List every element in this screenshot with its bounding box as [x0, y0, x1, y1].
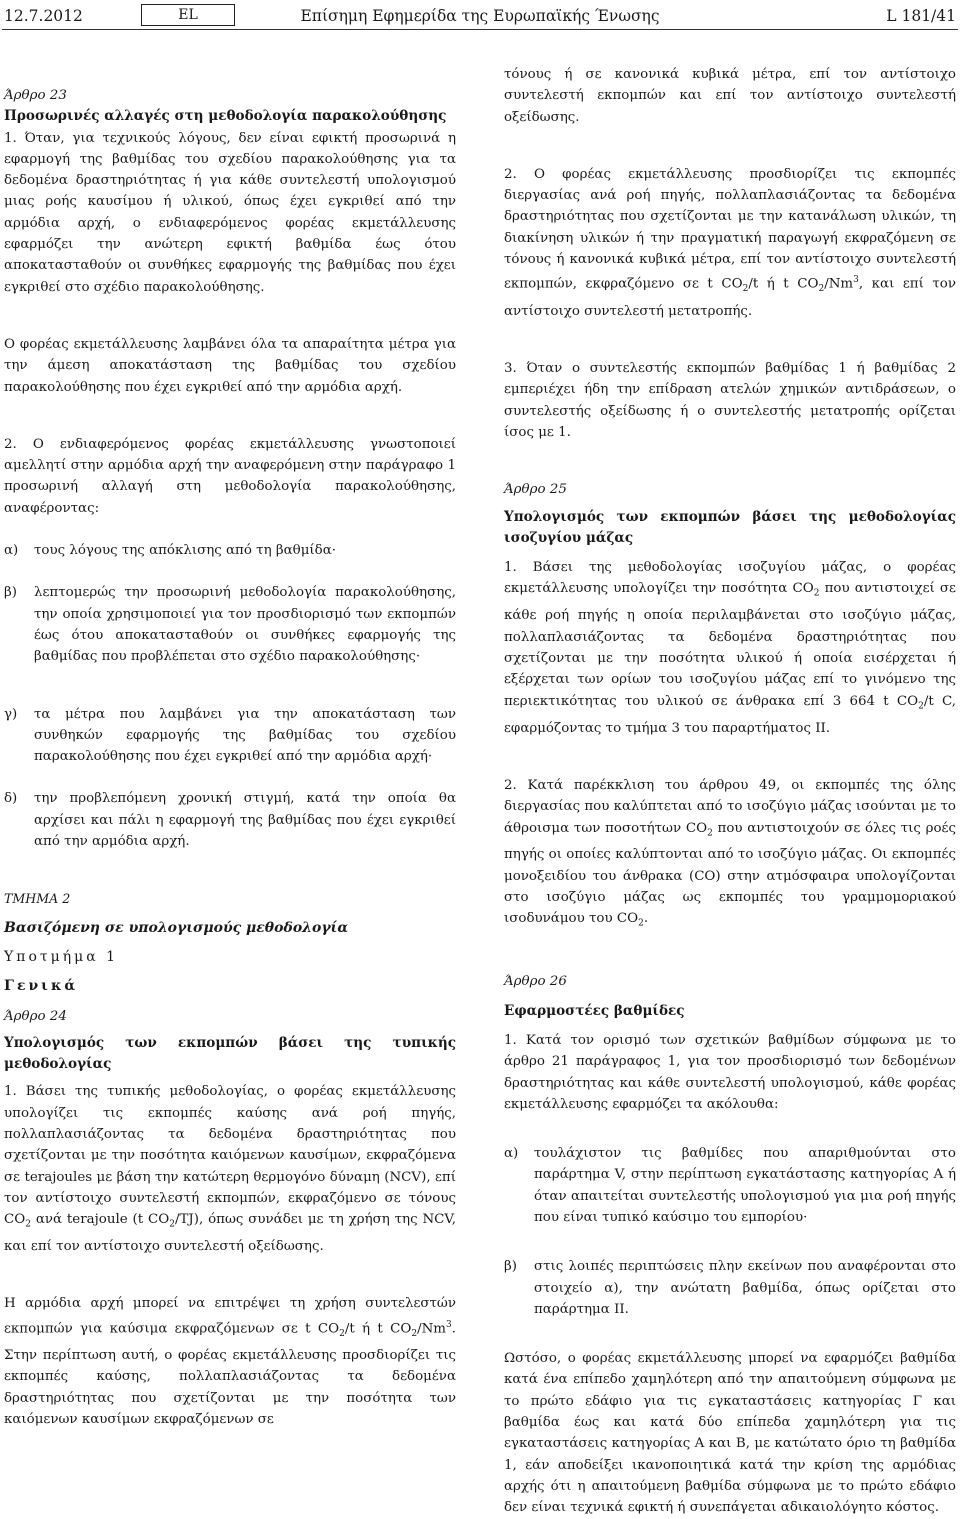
article-23-paragraph-1b: Ο φορέας εκμετάλλευσης λαμβάνει όλα τα απαραίτητα μέτρα για την άμεση αποκατάσταση της βαθμίδας του σχεδίου παρακολούθησης που έχει εγκριθεί από την αρμόδια αρχή.	[4, 336, 456, 395]
article-23-paragraph-1: 1. Όταν, για τεχνικούς λόγους, δεν είναι εφικτή προσωρινά η εφαρμογή της βαθμίδας του σχεδίου παρακολούθησης για τα δεδομένα δραστηριότητας ή για κάθε συντελεστή υπολογισμού μιας ροής καυσίμου ή υλικού, όπως έχει εγκριθεί από την αρμόδια αρχή, ο ενδιαφερόμενος φορέας εκμετάλλευσης εφαρμόζει την ανώτερη εφικτή βαθμίδα έως ότου αποκατασταθούν οι συνθήκες εφαρμογής της βαθμίδας που έχει εγκριθεί στο σχέδιο παρακολούθησης.	[4, 130, 456, 295]
article-26-title: Εφαρμοστέες βαθμίδες	[504, 1002, 685, 1019]
article-24-paragraph-1b: Η αρμόδια αρχή μπορεί να επιτρέψει τη χρήση συντελεστών εκπομπών για καύσιμα εκφραζόμενων σε t $CO_2/t$ ή t $CO_2/Nm^3$. Στην περίπτωση αυτή, ο φορέας εκμετάλλευσης προσδιορίζει τις εκπομπές καύσης, πολλαπλασιάζοντας τα δεδομένα δραστηριότητας που σχετίζονται με την ποσότητα των καιόμενων καυσίμων εκφραζόμενων σε	[4, 1296, 456, 1428]
article-25-paragraph-1: 1. Βάσει της μεθοδολογίας ισοζυγίου μάζας, ο φορέας εκμετάλλευσης υπολογίζει την ποσότητα $CO_2$ που αντιστοιχεί σε κάθε ροή πηγής η οποία περιλαμβάνεται στο ισοζύγιο μάζας, πολλαπλασιάζοντας τα δεδομένα δραστηριότητας που σχετίζονται με την ποσότητα υλικού ή οποία εισέρχεται ή εξέρχεται των ορίων του ισοζυγίου μάζας επί το γινόμενο της περιεκτικότητας του υλικού σε άνθρακα επί 3 664 t $CO_2/t$ C, εφαρμόζοντας το τμήμα 3 του παραρτήματος II.	[504, 560, 956, 736]
article-25-number: Άρθρο 25	[504, 482, 567, 498]
right-column	[504, 64, 956, 1519]
journal-title: Επίσημη Εφημερίδα της Ευρωπαϊκής Ένωσης	[300, 7, 660, 25]
left-column	[4, 64, 456, 1430]
article-24-number: Άρθρο 24	[4, 1008, 67, 1024]
article-24-paragraph-1: 1. Βάσει της τυπικής μεθοδολογίας, ο φορέας εκμετάλλευσης υπολογίζει τις εκπομπές καύσης ανά ροή πηγής, πολλαπλασιάζοντας τα δεδομένα δραστηριότητας που σχετίζονται με την ποσότητα καιόμενων καυσίμων, εκφραζόμενα σε terajoules με βάση την κατώτερη θερμογόνο δύναμη (NCV), επί τον αντίστοιχο συντελεστή εκπομπών, εκφραζόμενο σε τόνους $CO_2$ ανά terajoule (t $CO_2/TJ$), όπως συνάδει με τη χρήση της NCV, και επί τον αντίστοιχο συντελεστή οξείδωσης.	[4, 1084, 456, 1255]
section-number: ΤΜΗΜΑ 2	[4, 891, 71, 907]
language-badge: EL	[141, 4, 235, 26]
list-item: δ) την προβλεπόμενη χρονική στιγμή, κατά την οποία θα αρχίσει και πάλι η εφαρμογή της βαθμίδας που έχει εγκριθεί από την αρμόδια αρχή.	[4, 791, 456, 850]
article-23-paragraph-2: 2. Ο ενδιαφερόμενος φορέας εκμετάλλευσης γνωστοποιεί αμελλητί στην αρμόδια αρχή την αναφερόμενη στην παράγραφο 1 προσωρινή αλλαγή στη μεθοδολογία παρακολούθησης, αναφέροντας:	[4, 436, 456, 516]
article-26-number: Άρθρο 26	[504, 974, 567, 990]
article-24-title: Υπολογισμός των εκπομπών βάσει της τυπικής μεθοδολογίας	[4, 1034, 456, 1073]
article-25-paragraph-2: 2. Κατά παρέκκλιση του άρθρου 49, οι εκπομπές της όλης διεργασίας που καλύπτεται από το ισοζύγιο μάζας ισούνται με το άθροισμα των ποσοτήτων $CO_2$ που αντιστοιχούν σε όλες τις ροές πηγής οι οποίες καλύπτονται από το ισοζύγιο μάζας. Οι εκπομπές μονοξειδίου του άνθρακα (CO) στην ατμόσφαιρα υπολογίζονται στο ισοζύγιο μάζας ως εκπομπές του γραμμομοριακού ισοδυνάμου του $CO_2$.	[504, 777, 956, 930]
list-item: β) στις λοιπές περιπτώσεις πλην εκείνων που αναφέρονται στο στοιχείο α), την ανώτατη βαθμίδα, όπως ορίζεται στο παράρτημα II.	[504, 1259, 956, 1317]
article-23-number: Άρθρο 23	[4, 88, 67, 103]
publication-date: 12.7.2012	[4, 7, 83, 25]
list-item: γ) τα μέτρα που λαμβάνει για την αποκατάσταση των συνθηκών εφαρμογής της βαθμίδας του σχεδίου παρακολούθησης που έχει εγκριθεί από την αρμόδια αρχή·	[4, 706, 456, 765]
list-item: α) τους λόγους της απόκλισης από τη βαθμίδα·	[4, 543, 337, 559]
article-23-title: Προσωρινές αλλαγές στη μεθοδολογία παρακολούθησης	[4, 108, 447, 125]
article-26-paragraph-1b: Ωστόσο, ο φορέας εκμετάλλευσης μπορεί να εφαρμόζει βαθμίδα κατά ένα επίπεδο χαμηλότερη από την απαιτούμενη σύμφωνα με το πρώτο εδάφιο για τις εγκαταστάσεις κατηγορίας Γ και βαθμίδα έως και κατά δύο επίπεδα χαμηλότερη για τις εγκαταστάσεις κατηγορίας A και B, με κατώτατο όριο τη βαθμίδα 1, εάν αποδείξει ικανοποιητικά κατά την κρίση της αρμόδιας αρχής ότι η απαιτούμενη βαθμίδα σύμφωνα με το πρώτο εδάφιο δεν είναι τεχνικά εφικτή ή συνεπάγεται αδικαιολόγητο κόστος.	[504, 1351, 956, 1516]
article-24-paragraph-3: 3. Όταν ο συντελεστής εκπομπών βαθμίδας 1 ή βαθμίδας 2 εμπεριέχει ήδη την επίδραση ατελών χημικών αντιδράσεων, ο συντελεστής οξείδωσης ή ο συντελεστής μετατροπής ορίζεται ίσος με 1.	[504, 361, 956, 440]
section-title: Βασιζόμενη σε υπολογισμούς μεθοδολογία	[4, 919, 349, 936]
list-item: β) λεπτομερώς την προσωρινή μεθοδολογία παρακολούθησης, την οποία χρησιμοποιεί για τον προσδιορισμό των εκπομπών έως ότου αποκατασταθούν οι συνθήκες εφαρμογής της βαθμίδας που προβλέπεται στο σχέδιο παρακολούθησης·	[4, 585, 456, 665]
page-header	[4, 6, 956, 28]
header-divider	[2, 29, 958, 30]
page-reference: L 181/41	[886, 7, 956, 25]
subsection-number: Υποτμήμα 1	[4, 948, 119, 965]
article-24-paragraph-2: 2. Ο φορέας εκμετάλλευσης προσδιορίζει τις εκπομπές διεργασίας ανά ροή πηγής, πολλαπλασιάζοντας τα δεδομένα δραστηριότητας που σχετίζονται με την κατανάλωση υλικών, τη διακίνηση υλικών ή την πραγματική παραγωγή εκφραζόμενη σε τόνους ή κανονικά κυβικά μέτρα, επί τον αντίστοιχο συντελεστή εκπομπών, εκφραζόμενο σε t $CO_2/t$ ή t $CO_2/Nm^3$, και επί τον αντίστοιχο συντελεστή μετατροπής.	[504, 166, 956, 319]
article-25-title: Υπολογισμός των εκπομπών βάσει της μεθοδολογίας ισοζυγίου μάζας	[504, 508, 956, 546]
article-26-paragraph-1: 1. Κατά τον ορισμό των σχετικών βαθμίδων σύμφωνα με το άρθρο 21 παράγραφος 1, για τον προσδιορισμό των δεδομένων δραστηριότητας και κάθε συντελεστή υπολογισμού, κάθε φορέας εκμετάλλευσης εφαρμόζει τα ακόλουθα:	[504, 1032, 956, 1112]
list-item: α) τουλάχιστον τις βαθμίδες που απαριθμούνται στο παράρτημα V, στην περίπτωση εγκατάστασης κατηγορίας A ή όταν απαιτείται συντελεστής υπολογισμού για μια ροή πηγής που είναι τυπικό καύσιμο του εμπορίου·	[504, 1146, 956, 1225]
subsection-title: Γενικά	[4, 978, 79, 995]
article-24-continuation: τόνους ή σε κανονικά κυβικά μέτρα, επί τον αντίστοιχο συντελεστή εκπομπών και επί τον αντίστοιχο συντελεστή οξείδωσης.	[504, 67, 956, 125]
